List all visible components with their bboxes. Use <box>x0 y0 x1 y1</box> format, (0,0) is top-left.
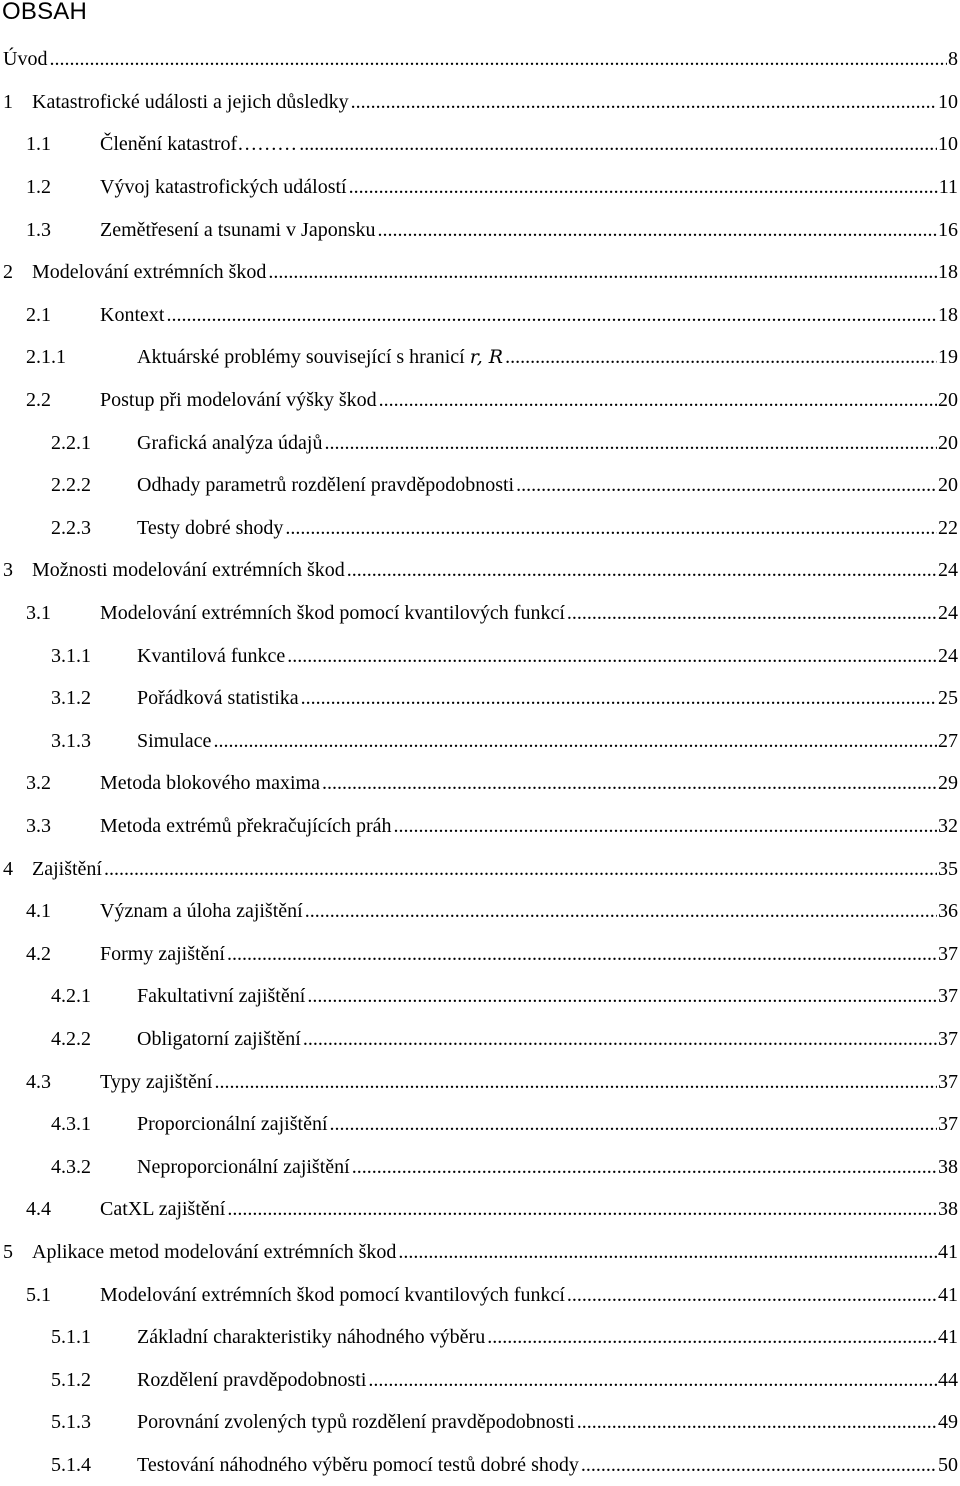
toc-entry-page-number: 44 <box>938 1368 958 1391</box>
toc-entry-title <box>32 260 266 284</box>
toc-entry-title-text: Modelování extrémních škod <box>32 261 267 284</box>
toc-entry[interactable] <box>0 805 958 848</box>
toc-entry-title-text: Kvantilová funkce <box>137 644 286 667</box>
toc-entry-title <box>100 1283 565 1307</box>
toc-entry-title-text: Modelování extrémních škod pomocí kvantilových funkcí <box>100 602 565 625</box>
toc-entry-title <box>137 1112 328 1136</box>
toc-entry[interactable] <box>0 251 958 294</box>
toc-entry-number: 2.2 <box>26 389 51 412</box>
toc-dot-leader <box>379 388 937 412</box>
toc-entry-title <box>100 771 320 795</box>
toc-dot-leader <box>307 984 937 1008</box>
toc-entry-page-number: 10 <box>938 133 958 156</box>
toc-entry[interactable] <box>0 1231 958 1274</box>
toc-entry-title-text: Simulace <box>137 729 212 752</box>
toc-entry-title <box>137 345 503 369</box>
toc-entry-number: 1.3 <box>26 218 51 241</box>
toc-entry[interactable] <box>0 1444 958 1486</box>
toc-entry-title-text: Testy dobré shody <box>137 516 284 539</box>
toc-entry[interactable] <box>0 464 958 507</box>
toc-entry-number: 5.1.4 <box>51 1453 91 1476</box>
toc-entry-title-text: Kontext <box>100 303 165 326</box>
toc-entry-number: 2 <box>3 261 13 284</box>
toc-entry-number: 5.1 <box>26 1283 51 1306</box>
toc-entry-title <box>32 857 102 881</box>
toc-dot-leader <box>349 175 938 199</box>
toc-entry-page-number: 8 <box>948 48 958 71</box>
toc-entry-title-text: Porovnání zvolených typů rozdělení pravděpodobnosti <box>137 1411 575 1434</box>
toc-entry-title-text: Grafická analýza údajů <box>137 431 323 454</box>
toc-entry-number: 4.2.2 <box>51 1027 91 1050</box>
toc-entry-title <box>137 1453 579 1477</box>
toc-entry-number: 1 <box>3 90 13 113</box>
toc-entry-title <box>100 388 377 412</box>
toc-dot-leader <box>227 1197 937 1221</box>
toc-entry-title <box>137 1027 301 1051</box>
toc-entry-number: 2.1 <box>26 303 51 326</box>
toc-entry-title <box>137 1410 575 1434</box>
toc-dot-leader <box>394 814 937 838</box>
toc-entry-title-text: Modelování extrémních škod pomocí kvantilových funkcí <box>100 1283 565 1306</box>
toc-entry-number: 4.3.2 <box>51 1155 91 1178</box>
toc-entry-number: 4 <box>3 857 13 880</box>
toc-entry-title <box>100 218 376 242</box>
toc-entry-title <box>100 601 565 625</box>
toc-dot-leader <box>322 771 937 795</box>
toc-entry-number: 3 <box>3 559 13 582</box>
toc-entry-number: 3.1 <box>26 602 51 625</box>
table-of-contents <box>0 38 958 1486</box>
toc-entry-title-text: CatXL zajištění <box>100 1198 226 1221</box>
toc-entry[interactable] <box>0 720 958 763</box>
toc-entry-number: 3.1.3 <box>51 729 91 752</box>
toc-entry-title-text: Zajištění <box>32 857 102 880</box>
toc-entry[interactable] <box>0 592 958 635</box>
toc-entry-title-text: Obligatorní zajištění <box>137 1027 301 1050</box>
toc-entry-number: 4.4 <box>26 1198 51 1221</box>
toc-dot-leader <box>287 644 937 668</box>
toc-dot-leader <box>227 942 937 966</box>
toc-entry-page-number: 18 <box>938 303 958 326</box>
toc-entry-page-number: 27 <box>938 729 958 752</box>
toc-entry-page-number: 37 <box>938 1070 958 1093</box>
toc-entry-number: 5.1.2 <box>51 1368 91 1391</box>
toc-entry-title-text: Možnosti modelování extrémních škod <box>32 559 345 582</box>
toc-dot-leader <box>505 345 937 369</box>
toc-entry-page-number: 41 <box>938 1283 958 1306</box>
toc-entry-page-number: 37 <box>938 1113 958 1136</box>
toc-entry-number: 2.1.1 <box>26 346 66 369</box>
toc-entry-title <box>100 303 164 327</box>
toc-entry-number: 5.1.3 <box>51 1411 91 1434</box>
toc-entry-page-number: 37 <box>938 942 958 965</box>
toc-entry-page-number: 18 <box>938 261 958 284</box>
toc-entry[interactable] <box>0 123 958 166</box>
toc-dot-leader <box>398 1240 937 1264</box>
toc-entry[interactable] <box>0 166 958 209</box>
toc-entry[interactable] <box>0 634 958 677</box>
toc-entry-title-text: Aktuárské problémy související s hranicí <box>137 346 465 369</box>
toc-entry[interactable] <box>0 762 958 805</box>
toc-entry-page-number: 20 <box>938 389 958 412</box>
toc-entry-page-number: 10 <box>938 90 958 113</box>
toc-entry[interactable] <box>0 38 958 81</box>
toc-entry[interactable] <box>0 1145 958 1188</box>
toc-entry-title-text: Vývoj katastrofických událostí <box>100 176 347 199</box>
toc-dot-leader <box>487 1325 937 1349</box>
toc-entry-page-number: 37 <box>938 985 958 1008</box>
toc-entry-title <box>100 814 392 838</box>
toc-entry-page-number: 24 <box>938 644 958 667</box>
toc-entry-title <box>100 1070 212 1094</box>
toc-entry-title-text: Odhady parametrů rozdělení pravděpodobnosti <box>137 474 515 497</box>
toc-entry[interactable] <box>0 1401 958 1444</box>
toc-entry-title-text: Zemětřesení a tsunami v Japonsku <box>100 218 376 241</box>
toc-entry[interactable] <box>0 421 958 464</box>
toc-entry-number: 2.2.1 <box>51 431 91 454</box>
toc-dot-leader <box>516 473 937 497</box>
toc-entry-number: 5.1.1 <box>51 1326 91 1349</box>
toc-entry-title-text: Rozdělení pravděpodobnosti <box>137 1368 367 1391</box>
toc-entry-title <box>32 1240 396 1264</box>
toc-entry-number: 4.3 <box>26 1070 51 1093</box>
toc-entry-title-text: Pořádková statistika <box>137 687 299 710</box>
toc-entry-title <box>137 729 211 753</box>
toc-entry[interactable] <box>0 890 958 933</box>
toc-entry[interactable] <box>0 379 958 422</box>
toc-entry[interactable] <box>0 1273 958 1316</box>
toc-entry-title <box>137 431 322 455</box>
toc-entry-title-text: Metoda extrémů překračujících práh <box>100 814 392 837</box>
toc-dot-leader <box>305 899 937 923</box>
toc-entry-title-text: Proporcionální zajištění <box>137 1113 328 1136</box>
toc-entry[interactable] <box>0 507 958 550</box>
toc-dot-leader <box>368 1368 937 1392</box>
toc-entry-number: 4.2.1 <box>51 985 91 1008</box>
toc-dot-leader <box>577 1410 937 1434</box>
toc-entry-math: r, R <box>469 346 504 369</box>
toc-dot-leader <box>581 1453 937 1477</box>
toc-entry-number: 3.3 <box>26 814 51 837</box>
toc-entry-title <box>32 558 345 582</box>
toc-entry-page-number: 29 <box>938 772 958 795</box>
toc-entry-page-number: 38 <box>938 1198 958 1221</box>
toc-dot-leader <box>330 1112 937 1136</box>
toc-entry-title <box>137 686 299 710</box>
toc-dot-leader <box>166 303 937 327</box>
toc-entry[interactable] <box>0 1060 958 1103</box>
toc-dot-leader <box>378 218 938 242</box>
toc-entry-number: 4.1 <box>26 900 51 923</box>
toc-entry-title-text: Typy zajištění <box>100 1070 213 1093</box>
toc-entry-title <box>100 175 347 199</box>
toc-entry[interactable] <box>0 1103 958 1146</box>
toc-entry-title-text: Formy zajištění <box>100 942 225 965</box>
toc-entry-page-number: 37 <box>938 1027 958 1050</box>
toc-entry[interactable] <box>0 932 958 975</box>
toc-entry-page-number: 50 <box>938 1453 958 1476</box>
toc-entry-title <box>137 1155 350 1179</box>
toc-entry-number: 2.2.2 <box>51 474 91 497</box>
toc-dot-leader <box>285 516 937 540</box>
toc-entry-page-number: 41 <box>938 1240 958 1263</box>
toc-dot-leader <box>567 601 937 625</box>
toc-entry-title <box>137 1325 485 1349</box>
toc-entry-page-number: 20 <box>938 431 958 454</box>
toc-dot-leader <box>299 132 937 156</box>
toc-entry-page-number: 32 <box>938 814 958 837</box>
toc-dot-leader <box>567 1283 937 1307</box>
toc-dot-leader <box>104 857 937 881</box>
toc-entry-title-text: Význam a úloha zajištění <box>100 900 303 923</box>
toc-entry-title-text: Aplikace metod modelování extrémních škod <box>32 1240 397 1263</box>
toc-entry[interactable] <box>0 81 958 124</box>
toc-entry-title-text: Základní charakteristiky náhodného výběru <box>137 1326 486 1349</box>
toc-dot-leader <box>347 558 937 582</box>
toc-dot-leader <box>213 729 937 753</box>
toc-entry-number: 4.2 <box>26 942 51 965</box>
toc-entry-title <box>100 942 225 966</box>
toc-entry-page-number: 24 <box>938 559 958 582</box>
toc-entry-page-number: 35 <box>938 857 958 880</box>
toc-entry-page-number: 41 <box>938 1326 958 1349</box>
toc-dot-leader <box>214 1070 937 1094</box>
toc-entry-title-text: Neproporcionální zajištění <box>137 1155 350 1178</box>
toc-entry-title <box>100 132 297 156</box>
toc-entry-page-number: 16 <box>938 218 958 241</box>
toc-entry-page-number: 25 <box>938 687 958 710</box>
toc-entry-title <box>100 1197 225 1221</box>
toc-entry[interactable] <box>0 847 958 890</box>
toc-entry-title <box>137 473 514 497</box>
toc-entry-page-number: 19 <box>938 346 958 369</box>
toc-entry-page-number: 24 <box>938 602 958 625</box>
toc-entry-title-text: Metoda blokového maxima <box>100 772 320 795</box>
toc-dot-leader <box>268 260 937 284</box>
toc-entry-number: 1.1 <box>26 133 51 156</box>
toc-entry-title <box>137 644 285 668</box>
toc-dot-leader <box>324 431 937 455</box>
toc-dot-leader <box>301 686 937 710</box>
toc-entry-page-number: 20 <box>938 474 958 497</box>
toc-entry-title-text: Úvod <box>3 48 48 71</box>
toc-dot-leader <box>303 1027 937 1051</box>
page-title: OBSAH <box>2 0 88 25</box>
toc-entry-title <box>137 516 283 540</box>
toc-entry[interactable] <box>0 549 958 592</box>
toc-entry[interactable] <box>0 1018 958 1061</box>
toc-entry-title-text: Členění katastrof……… <box>100 133 298 156</box>
toc-entry[interactable] <box>0 677 958 720</box>
toc-entry-page-number: 49 <box>938 1411 958 1434</box>
toc-entry-number: 2.2.3 <box>51 516 91 539</box>
toc-entry-number: 3.1.2 <box>51 687 91 710</box>
toc-entry[interactable] <box>0 336 958 379</box>
toc-entry-page-number: 11 <box>938 176 958 199</box>
toc-entry-page-number: 38 <box>938 1155 958 1178</box>
toc-entry-title <box>100 899 303 923</box>
toc-entry-page-number: 22 <box>938 516 958 539</box>
toc-entry-title-text: Katastrofické události a jejich důsledky <box>32 90 349 113</box>
toc-entry-title <box>137 984 305 1008</box>
toc-entry-title <box>3 47 47 71</box>
toc-entry-number: 3.1.1 <box>51 644 91 667</box>
toc-entry-title-text: Fakultativní zajištění <box>137 985 306 1008</box>
toc-entry[interactable] <box>0 975 958 1018</box>
toc-entry-page-number: 36 <box>938 900 958 923</box>
toc-entry-number: 1.2 <box>26 176 51 199</box>
toc-entry-title <box>32 90 349 114</box>
toc-dot-leader <box>352 1155 937 1179</box>
toc-entry-title <box>137 1368 366 1392</box>
toc-entry-title-text: Postup při modelování výšky škod <box>100 389 377 412</box>
toc-entry[interactable] <box>0 1358 958 1401</box>
toc-entry-number: 5 <box>3 1240 13 1263</box>
toc-entry-title-text: Testování náhodného výběru pomocí testů dobré shody <box>137 1453 579 1476</box>
toc-entry-number: 4.3.1 <box>51 1113 91 1136</box>
toc-dot-leader <box>49 47 947 71</box>
toc-entry[interactable] <box>0 208 958 251</box>
toc-entry[interactable] <box>0 1188 958 1231</box>
toc-entry[interactable] <box>0 1316 958 1359</box>
toc-entry[interactable] <box>0 294 958 337</box>
toc-entry-number: 3.2 <box>26 772 51 795</box>
toc-dot-leader <box>351 90 937 114</box>
